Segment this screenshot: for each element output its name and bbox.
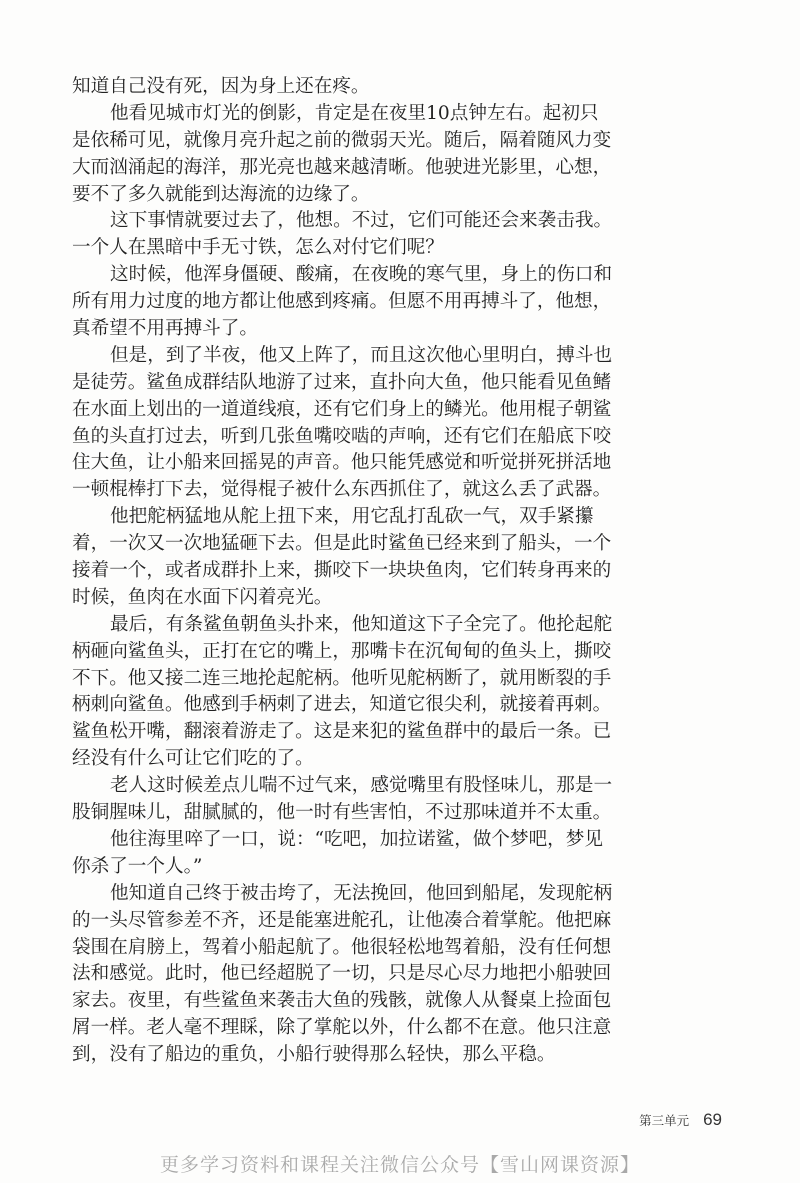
paragraph: [72, 827, 603, 881]
text-line: 所有用力过度的地方都让他感到疼痛。但愿不用再搏斗了，他想，: [72, 291, 612, 313]
text-line: 鱼的头直打过去，听到几张鱼嘴咬啮的声响，还有它们在船底下咬: [72, 425, 612, 447]
text-line: 屑一样。老人毫不理睬，除了掌舵以外，什么都不在意。他只注意: [72, 1017, 612, 1039]
text-line: 在水面上划出的一道道线痕，还有它们身上的鳞光。他用棍子朝鲨: [72, 398, 612, 420]
text-line: 时候，鱼肉在水面下闪着亮光。: [72, 586, 333, 608]
text-line: 着，一次又一次地猛砸下去。但是此时鲨鱼已经来到了船头，一个: [72, 533, 612, 555]
text-line: 真希望不用再搏斗了。: [72, 318, 258, 340]
text-line: 经没有什么可让它们吃的了。: [72, 748, 314, 770]
text-line: 一个人在黑暗中手无寸铁，怎么对付它们呢？: [72, 237, 444, 259]
paragraph: [72, 773, 613, 827]
text-line: 他看见城市灯光的倒影，肯定是在夜里10点钟左右。起初只: [110, 102, 599, 124]
text-line: 大而汹涌起的海洋，那光亮也越来越清晰。他驶进光影里，心想，: [72, 156, 612, 178]
body-text: [72, 74, 613, 1069]
paragraph: [72, 343, 613, 504]
text-line: 老人这时候差点儿喘不过气来，感觉嘴里有股怪味儿，那是一: [110, 775, 613, 797]
text-line: 不下。他又接二连三地抡起舵柄。他听见舵柄断了，就用断裂的手: [72, 667, 612, 689]
unit-label: 第三单元: [639, 1113, 690, 1128]
paragraph: [72, 101, 612, 209]
text-line: 他往海里啐了一口，说：“吃吧，加拉诺鲨，做个梦吧，梦见: [110, 828, 603, 850]
text-line: 是徒劳。鲨鱼成群结队地游了过来，直扑向大鱼，他只能看见鱼鳍: [72, 371, 612, 393]
text-line: 这时候，他浑身僵硬、酸痛，在夜晚的寒气里，身上的伤口和: [110, 264, 613, 286]
text-line: 法和感觉。此时，他已经超脱了一切，只是尽心尽力地把小船驶回: [72, 963, 612, 985]
text-line: 柄刺向鲨鱼。他感到手柄刺了进去，知道它很尖利，就接着再刺。: [72, 694, 612, 716]
paragraph: [72, 881, 613, 1069]
text-line: 你杀了一个人。”: [72, 855, 203, 877]
text-line: 接着一个，或者成群扑上来，撕咬下一块块鱼肉，它们转身再来的: [72, 560, 612, 582]
text-line: 的一头尽管参差不齐，还是能塞进舵孔，让他凑合着掌舵。他把麻: [72, 909, 612, 931]
paragraph: [72, 504, 612, 612]
text-line: 要不了多久就能到达海流的边缘了。: [72, 183, 370, 205]
text-line: 他知道自己终于被击垮了，无法挽回，他回到船尾，发现舵柄: [110, 882, 613, 904]
text-line: 袋围在肩膀上，驾着小船起航了。他很轻松地驾着船，没有任何想: [72, 936, 612, 958]
text-line: 知道自己没有死，因为身上还在疼。: [72, 76, 370, 97]
text-line: 鲨鱼松开嘴，翻滚着游走了。这是来犯的鲨鱼群中的最后一条。已: [72, 721, 612, 743]
text-line: 股铜腥味儿，甜腻腻的，他一时有些害怕，不过那味道并不太重。: [72, 802, 612, 824]
text-line: 一顿棍棒打下去，觉得棍子被什么东西抓住了，就这么丢了武器。: [72, 479, 612, 501]
text-line: 是依稀可见，就像月亮升起之前的微弱天光。随后，隔着随风力变: [72, 129, 612, 151]
text-line: 他把舵柄猛地从舵上扭下来，用它乱打乱砍一气，双手紧攥: [110, 506, 594, 528]
text-line: 住大鱼，让小船来回摇晃的声音。他只能凭感觉和听觉拼死拼活地: [72, 452, 612, 474]
text-line: 到，没有了船边的重负，小船行驶得那么轻快，那么平稳。: [72, 1044, 556, 1066]
watermark-text: 更多学习资料和课程关注微信公众号【雪山网课资源】: [159, 1154, 640, 1176]
page-number: 69: [703, 1110, 722, 1129]
paragraph: [72, 208, 613, 262]
text-line: 柄砸向鲨鱼头，正打在它的嘴上，那嘴卡在沉甸甸的鱼头上，撕咬: [72, 640, 612, 662]
paragraph: [72, 74, 564, 101]
text-line: 这下事情就要过去了，他想。不过，它们可能还会来袭击我。: [110, 210, 613, 232]
page-footer: [639, 1110, 722, 1130]
paragraph: [72, 262, 613, 343]
text-line: 家去。夜里，有些鲨鱼来袭击大鱼的残骸，就像人从餐桌上捡面包: [72, 990, 612, 1012]
paragraph: [72, 612, 613, 773]
text-line: 最后，有条鲨鱼朝鱼头扑来，他知道这下子全完了。他抡起舵: [110, 613, 613, 635]
text-line: 但是，到了半夜，他又上阵了，而且这次他心里明白，搏斗也: [110, 344, 613, 366]
